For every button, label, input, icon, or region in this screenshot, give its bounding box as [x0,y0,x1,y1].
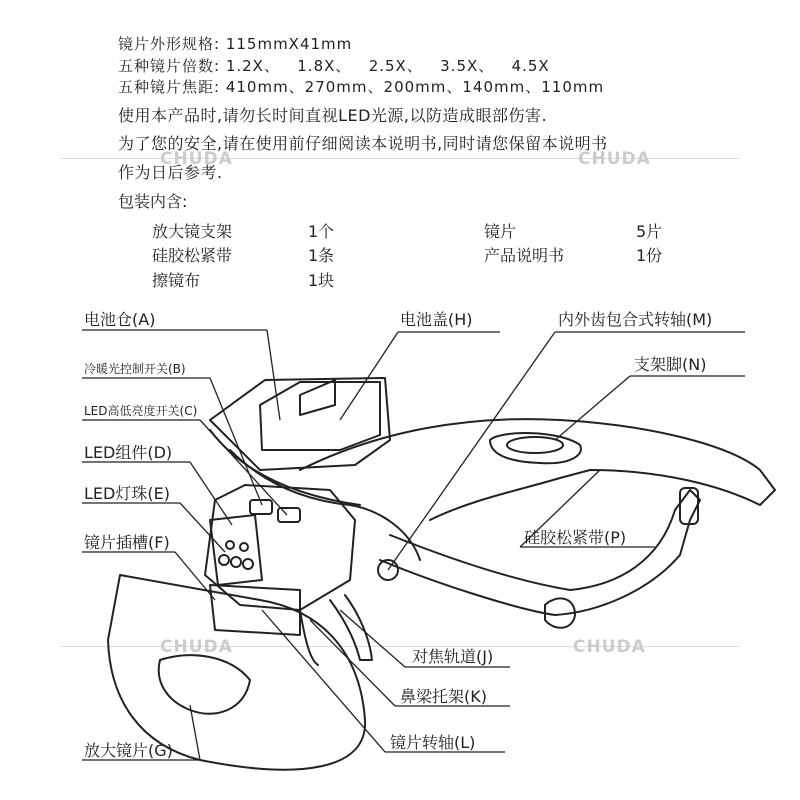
leader-line [175,552,215,600]
callout-focus-rail: 对焦轨道(J) [412,647,494,666]
leader-line [340,332,398,420]
leader-line [200,420,287,515]
brightness-switch [278,508,300,522]
led-module-face [210,515,262,585]
led-bead [219,555,229,565]
package-item-name: 镜片 [484,222,517,241]
magnifier-lens-cutout [159,655,250,714]
battery-cover [260,382,380,450]
spec-lens-size: 镜片外形规格: 115mmX41mm [118,35,353,53]
note-read-manual: 为了您的安全,请在使用前仔细阅读本说明书,同时请您保留本说明书 [118,134,608,153]
callout-magnifier-lens: 放大镜片(G) [84,741,173,760]
callout-led-beads: LED灯珠(E) [84,484,170,503]
callout-support-arm: 支架脚(N) [634,355,707,374]
package-item-qty: 1块 [308,271,335,290]
callout-brightness-switch: LED高低亮度开关(C) [84,404,198,418]
leader-line [555,376,630,440]
support-arm [380,490,700,615]
silicone-band-inner [430,478,560,520]
package-item-qty: 5片 [636,222,663,241]
callout-silicone-band: 硅胶松紧带(P) [524,528,627,547]
leader-line [267,330,280,420]
callout-gear-pivot: 内外齿包合式转轴(M) [558,310,713,329]
callout-lens-pivot: 镜片转轴(L) [390,733,476,752]
package-title: 包装内含: [118,192,188,211]
callout-warm-cool-switch: 冷暖光控制开关(B) [84,362,186,376]
package-item-name: 硅胶松紧带 [152,246,233,265]
gear-teeth [507,437,563,453]
callout-led-module: LED组件(D) [84,443,173,462]
package-item-qty: 1份 [636,246,663,265]
watermark-text: CHUDA [578,149,651,169]
leader-line [190,462,232,525]
note-reference: 作为日后参考. [118,163,223,182]
package-item-qty: 1条 [308,246,335,265]
focus-rail [330,595,372,660]
callout-lens-slot: 镜片插槽(F) [84,533,170,552]
spec-focal-lengths: 五种镜片焦距: 410mm、270mm、200mm、140mm、110mm [118,78,605,96]
support-foot [680,488,698,524]
callout-battery-cover: 电池盖(H) [400,310,473,329]
package-item-name: 产品说明书 [484,246,565,265]
callout-nose-bridge: 鼻梁托架(K) [400,687,487,706]
leader-line [180,503,225,552]
watermark-text: CHUDA [573,637,646,657]
package-item-name: 放大镜支架 [152,222,233,241]
watermark-text: CHUDA [160,637,233,657]
package-item-name: 擦镜布 [152,271,201,290]
leader-line [262,610,385,752]
callout-battery-compartment: 电池仓(A) [84,310,156,329]
watermark-text: CHUDA [160,149,233,169]
led-bead [226,541,234,549]
led-bead [243,559,253,569]
led-bead [240,543,248,551]
spec-magnifications: 五种镜片倍数: 1.2X、 1.8X、 2.5X、 3.5X、 4.5X [118,57,550,75]
leader-line [210,378,262,505]
package-item-qty: 1个 [308,222,335,241]
led-bead [231,557,241,567]
leader-line [310,620,395,706]
note-led-warning: 使用本产品时,请勿长时间直视LED光源,以防造成眼部伤害. [118,106,548,125]
battery-cover-clip [300,380,335,415]
